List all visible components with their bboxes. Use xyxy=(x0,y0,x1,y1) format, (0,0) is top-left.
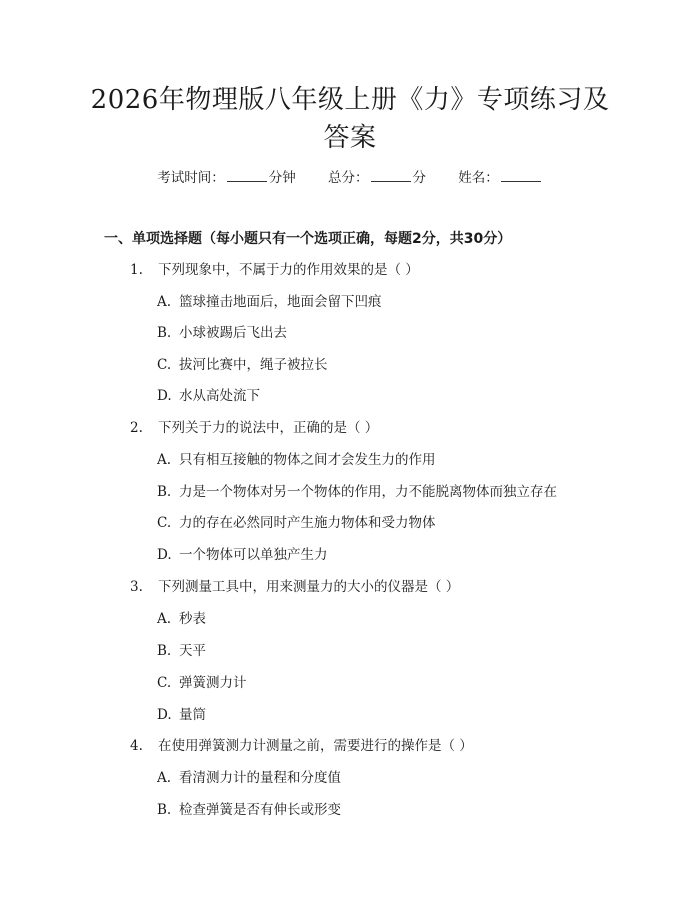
option-text: 力是一个物体对另一个物体的作用，力不能脱离物体而独立存在 xyxy=(179,484,557,500)
option-3c xyxy=(157,673,247,693)
option-1a xyxy=(157,292,382,312)
total-score-unit: 分 xyxy=(412,170,426,186)
option-text: 量筒 xyxy=(179,707,206,723)
option-letter: B. xyxy=(157,643,172,659)
option-3d xyxy=(157,705,206,725)
question-text: 下列测量工具中，用来测量力的大小的仪器是（ ） xyxy=(158,579,460,595)
document-title-line1: 2026年物理版八年级上册《力》专项练习及 xyxy=(90,85,610,115)
option-letter: A. xyxy=(157,611,172,627)
exam-time-unit: 分钟 xyxy=(268,170,296,186)
total-score xyxy=(328,170,430,186)
question-4 xyxy=(130,736,473,756)
option-letter: B. xyxy=(157,802,172,818)
total-score-label: 总分： xyxy=(328,170,369,186)
question-text: 下列关于力的说法中，正确的是（ ） xyxy=(158,420,379,436)
option-text: 检查弹簧是否有伸长或形变 xyxy=(179,802,341,818)
option-2b xyxy=(157,482,557,502)
exam-info-line xyxy=(0,168,700,188)
option-text: 只有相互接触的物体之间才会发生力的作用 xyxy=(179,452,436,468)
option-4b xyxy=(157,800,341,820)
option-4a xyxy=(157,768,341,788)
option-letter: D. xyxy=(157,707,172,723)
option-3a xyxy=(157,609,206,629)
option-text: 看清测力计的量程和分度值 xyxy=(179,770,341,786)
question-3 xyxy=(130,577,459,597)
question-text: 下列现象中，不属于力的作用效果的是（ ） xyxy=(158,262,419,278)
question-text: 在使用弹簧测力计测量之前，需要进行的操作是（ ） xyxy=(158,738,473,754)
option-letter: D. xyxy=(157,388,172,404)
option-text: 秒表 xyxy=(179,611,206,627)
option-1d xyxy=(157,386,260,406)
option-3b xyxy=(157,641,206,661)
option-2a xyxy=(157,450,436,470)
option-1c xyxy=(157,355,328,375)
question-1 xyxy=(130,260,419,280)
option-text: 水从高处流下 xyxy=(179,388,260,404)
option-letter: B. xyxy=(157,484,172,500)
question-2 xyxy=(130,418,378,438)
exam-time-label: 考试时间： xyxy=(157,170,225,186)
question-number: 1. xyxy=(130,262,143,278)
exam-time xyxy=(157,170,300,186)
option-text: 拔河比赛中，绳子被拉长 xyxy=(179,357,328,373)
option-letter: C. xyxy=(157,357,172,373)
student-name xyxy=(458,170,543,186)
option-letter: B. xyxy=(157,325,172,341)
option-text: 一个物体可以单独产生力 xyxy=(179,547,328,563)
option-text: 篮球撞击地面后，地面会留下凹痕 xyxy=(179,294,382,310)
section-heading: 一、单项选择题（每小题只有一个选项正确，每题2分，共30分） xyxy=(104,231,512,247)
question-number: 2. xyxy=(130,420,143,436)
student-name-blank xyxy=(501,169,541,182)
option-text: 天平 xyxy=(179,643,206,659)
option-letter: C. xyxy=(157,515,172,531)
option-letter: A. xyxy=(157,294,172,310)
option-letter: A. xyxy=(157,770,172,786)
question-number: 3. xyxy=(130,579,143,595)
option-text: 小球被踢后飞出去 xyxy=(179,325,287,341)
option-text: 弹簧测力计 xyxy=(179,675,247,691)
student-name-label: 姓名： xyxy=(458,170,499,186)
total-score-blank xyxy=(371,169,411,182)
option-letter: D. xyxy=(157,547,172,563)
option-letter: C. xyxy=(157,675,172,691)
exam-time-blank xyxy=(227,169,267,182)
question-number: 4. xyxy=(130,738,143,754)
document-title-line2: 答案 xyxy=(323,123,377,153)
option-letter: A. xyxy=(157,452,172,468)
option-1b xyxy=(157,323,287,343)
option-2c xyxy=(157,513,436,533)
option-text: 力的存在必然同时产生施力物体和受力物体 xyxy=(179,515,436,531)
option-2d xyxy=(157,545,328,565)
